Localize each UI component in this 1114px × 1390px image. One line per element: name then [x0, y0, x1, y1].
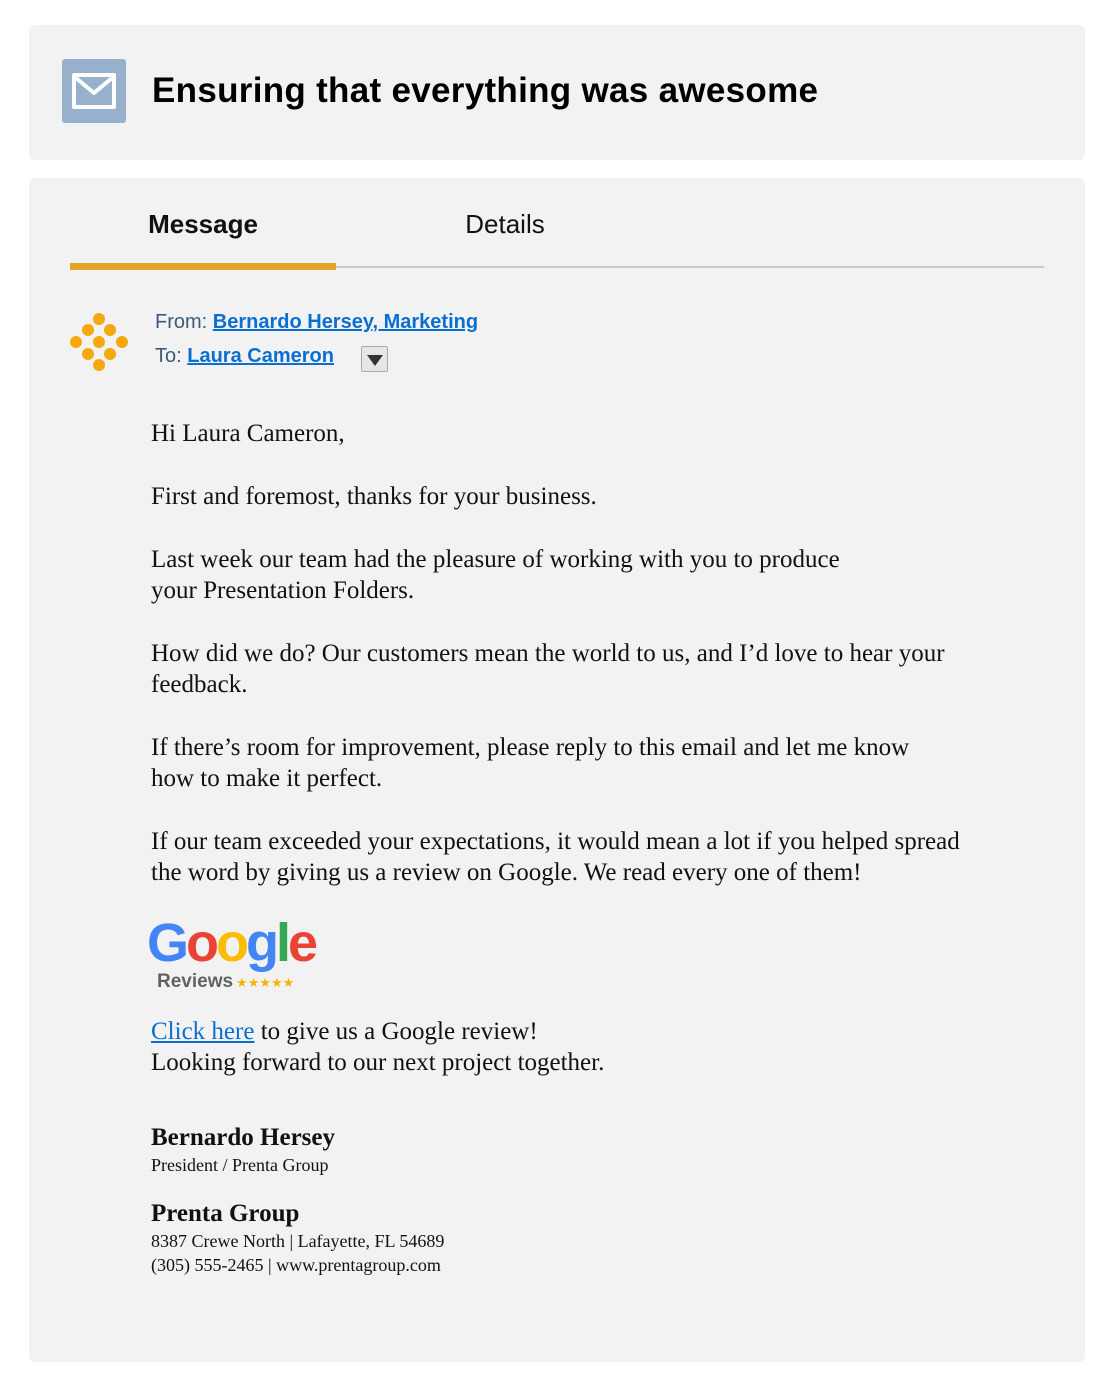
to-line — [155, 345, 334, 368]
caret-down-icon — [367, 355, 383, 366]
review-call-to-action — [151, 1016, 1031, 1078]
to-recipient-link[interactable]: Laura Cameron — [187, 345, 334, 367]
google-review-link[interactable]: Click here — [151, 1018, 255, 1045]
tab-bar — [70, 178, 1044, 268]
message-panel — [29, 178, 1085, 1362]
body-paragraph: How did we do? Our customers mean the world to us, and I’d love to hear your feedback. — [151, 640, 945, 698]
signature-company: Prenta Group — [151, 1200, 300, 1227]
signature-contact: (305) 555-2465 | www.prentagroup.com — [151, 1255, 441, 1275]
rating-stars: ★★★★★ — [236, 975, 295, 990]
google-reviews-badge — [147, 913, 337, 993]
signature-name: Bernardo Hersey — [151, 1124, 335, 1151]
cta-text: to give us a Google review! — [254, 1018, 538, 1045]
reviews-label: Reviews ★★★★★ — [157, 971, 295, 992]
to-label: To: — [155, 345, 182, 367]
envelope-icon — [62, 59, 126, 123]
recipients-dropdown-button[interactable] — [361, 346, 388, 372]
body-paragraph: If there’s room for improvement, please reply to this email and let me know how to make it perfect. — [151, 734, 910, 792]
from-sender-link[interactable]: Bernardo Hersey, Marketing — [212, 311, 479, 333]
from-line — [155, 311, 478, 334]
tab-details[interactable]: Details — [465, 209, 545, 239]
from-label: From: — [155, 311, 208, 333]
email-subject: Ensuring that everything was awesome — [152, 71, 819, 110]
body-paragraph: If our team exceeded your expectations, it would mean a lot if you helped spread the word by giving us a review on Google. We read every one of them! — [151, 828, 960, 886]
signature-title: President / Prenta Group — [151, 1155, 329, 1175]
signature-address: 8387 Crewe North | Lafayette, FL 54689 — [151, 1231, 445, 1251]
message-body — [151, 418, 1031, 920]
sender-logo-icon — [69, 312, 133, 376]
closing-line: Looking forward to our next project together. — [151, 1049, 605, 1076]
email-header — [29, 25, 1085, 160]
tab-message[interactable]: Message — [70, 178, 336, 268]
google-logo: Google — [147, 913, 316, 973]
body-paragraph: Last week our team had the pleasure of working with you to produce your Presentation Folders. — [151, 546, 840, 604]
body-paragraph: First and foremost, thanks for your business. — [151, 483, 597, 510]
greeting: Hi Laura Cameron, — [151, 420, 345, 447]
